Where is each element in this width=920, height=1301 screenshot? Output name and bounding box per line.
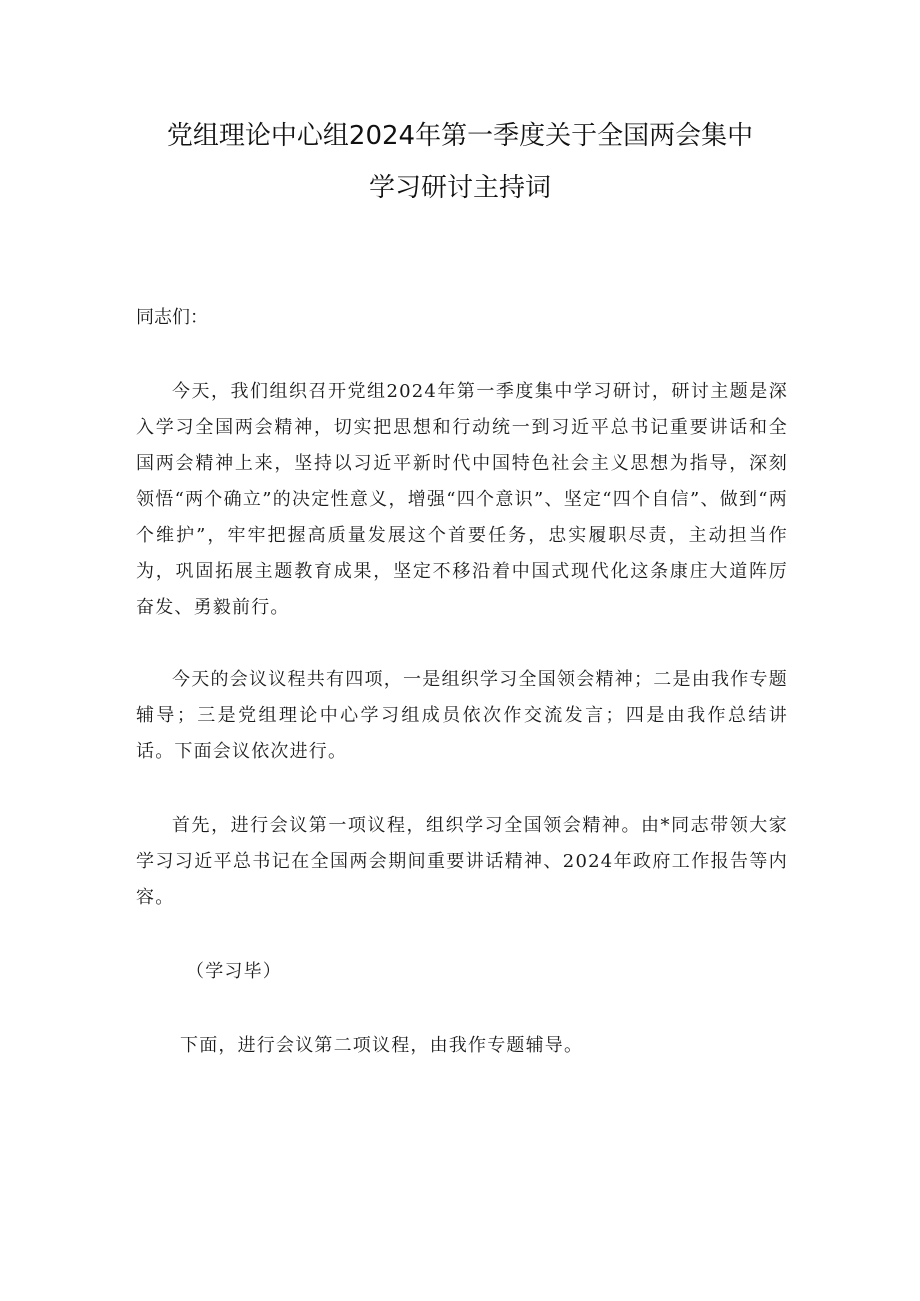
paragraph-second-item: 下面，进行会议第二项议程，由我作专题辅导。 bbox=[180, 1035, 584, 1056]
document-title bbox=[0, 110, 920, 214]
study-done-note: （学习毕） bbox=[186, 961, 282, 982]
document-body bbox=[136, 300, 788, 1064]
paragraph-opening: 今天，我们组织召开党组2024年第一季度集中学习研讨，研讨主题是深入学习全国两会精神，切实把思想和行动统一到习近平总书记重要讲话和全国两会精神上来，坚持以习近平新时代中国特色社会主义思想为指导，深刻领悟“两个确立”的决定性意义，增强“四个意识”、坚定“四个自信”、做到“两个维护”，牢牢把握高质量发展这个首要任务，忠实履职尽责，主动担当作为，巩固拓展主题教育成果，坚定不移沿着中国式现代化这条康庄大道阵厉奋发、勇毅前行。 bbox=[136, 381, 788, 618]
title-line-2: 学习研讨主持词 bbox=[368, 173, 551, 203]
paragraph-first-item: 首先，进行会议第一项议程，组织学习全国领会精神。由*同志带领大家学习习近平总书记在全国两会期间重要讲话精神、2024年政府工作报告等内容。 bbox=[136, 815, 788, 908]
paragraph-agenda: 今天的会议议程共有四项，一是组织学习全国领会精神；二是由我作专题辅导；三是党组理论中心学习组成员依次作交流发言；四是由我作总结讲话。下面会议依次进行。 bbox=[136, 669, 788, 762]
salutation: 同志们： bbox=[136, 307, 208, 328]
title-line-1: 党组理论中心组2024年第一季度关于全国两会集中 bbox=[166, 121, 754, 151]
